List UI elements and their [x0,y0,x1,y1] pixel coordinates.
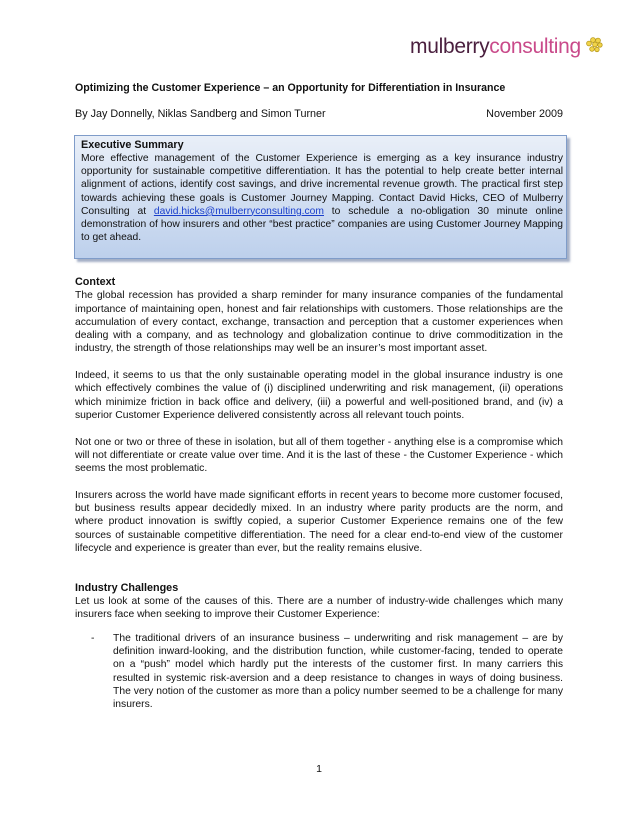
executive-summary-text [81,152,563,244]
byline [75,108,563,120]
berry-cluster-icon [583,37,603,53]
list-item [75,632,563,712]
page-number: 1 [316,763,322,775]
industry-challenges-heading: Industry Challenges [75,581,179,594]
summary-text-part2: to schedule a no-obligation 30 minute online demonstration of how insurers and other “best practice” companies are using Customer Journey Mapping to get ahead. [81,205,563,244]
company-logo [410,36,603,57]
bullet-marker: - [91,632,95,644]
contact-email-link[interactable]: david.hicks@mulberryconsulting.com [153,205,324,217]
executive-summary-box [74,135,567,259]
summary-text-part1: More effective management of the Customer Experience is emerging as a key insurance industry opportunity for sustainable competitive differentiation. It has the potential to help create better internal alignment of actions, identify cost savings, and drive incremental revenue growth. The practical first step towards achieving these goals is Customer Journey Mapping. Contact David Hicks, CEO of Mulberry Consulting at [81,153,563,217]
document-title: Optimizing the Customer Experience – an Opportunity for Differentiation in Insurance [75,82,506,94]
publication-date: November 2009 [486,108,563,120]
logo-text-consulting: consulting [489,35,581,58]
article-body [75,276,563,712]
industry-challenges-intro: Let us look at some of the causes of this. There are a number of industry-wide challenges which many insurers face when seeking to improve their Customer Experience: [75,595,563,621]
context-paragraph-2: Indeed, it seems to us that the only sustainable operating model in the global insurance industry is one which effectively combines the value of (i) disciplined underwriting and risk management, (ii) operations which minimize friction in back office and delivery, (iii) a powerful and well-positioned brand, and (iv) a superior Customer Experience delivered consistently across all relevant touch points. [75,370,563,421]
context-paragraph-3: Not one or two or three of these in isolation, but all of them together - anything else is a compromise which will not differentiate or create value over time. And it is the last of these - the Customer Experience - which seems the most problematic. [75,436,563,475]
context-paragraph-1: The global recession has provided a sharp reminder for many insurance companies of the fundamental importance of maintaining open, honest and fair relationships with customers. Those relationships are the accumulation of every contact, exchange, transaction and perception that a customer experiences when dealing with a company, and as technology and globalization continue to drive commoditization in the industry, the strength of those relationships may well be an insurer’s most important asset. [75,290,563,355]
bullet-text: The traditional drivers of an insurance business – underwriting and risk management – are by definition inward-looking, and the distribution function, while customer-facing, tended to operate on a “push” model which hardly put the interests of the customer first. In many carriers this resulted in systemic risk-aversion and a deep resistance to changes in ways of doing business. The very notion of the customer as more than a policy number seemed to be a challenge for many insurers. [113,632,563,711]
executive-summary-heading: Executive Summary [81,139,184,151]
logo-wordmark [410,36,581,57]
logo-text-mulberry: mulberry [410,35,490,58]
authors: By Jay Donnelly, Niklas Sandberg and Simon Turner [75,108,326,120]
context-heading: Context [75,276,116,288]
context-paragraph-4: Insurers across the world have made significant efforts in recent years to become more customer focused, but business results appear decidedly mixed. In an industry where parity products are the norm, and where product innovation is swiftly copied, a superior Customer Experience remains one of the few sources of sustainable competitive differentiation. The need for a clear end-to-end view of the customer lifecycle and experience is greater than ever, but the reality remains elusive. [75,489,563,554]
